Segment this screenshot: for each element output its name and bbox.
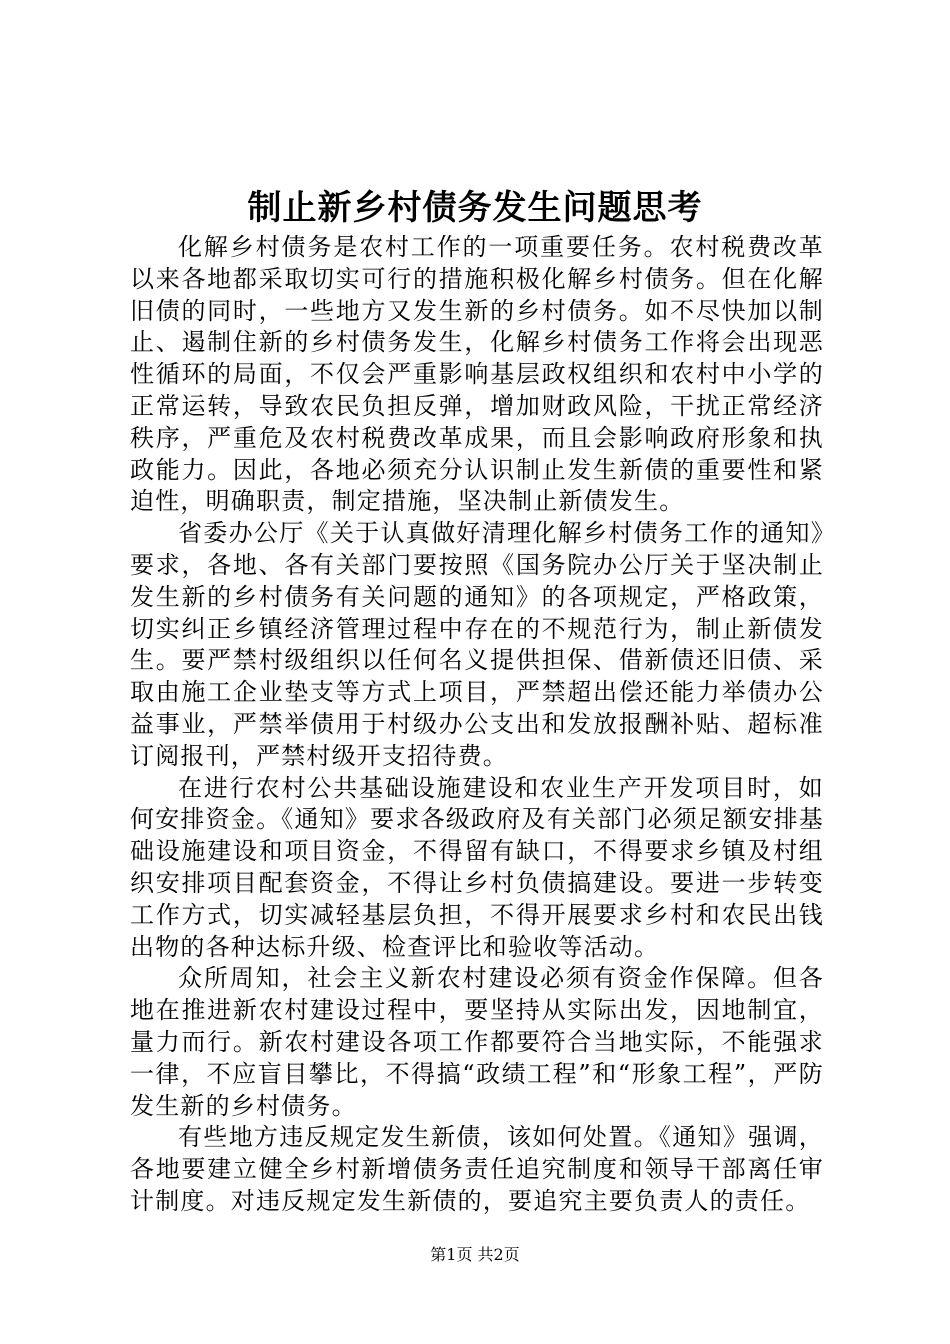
paragraph: 众所周知，社会主义新农村建设必须有资金作保障。但各地在推进新农村建设过程中，要坚持从实际出发，因地制宜，量力而行。新农村建设各项工作都要符合当地实际，不能强求一律，不应盲目攀比，不得搞“政绩工程”和“形象工程”，严防发生新的乡村债务。	[130, 964, 824, 1120]
paragraph: 省委办公厅《关于认真做好清理化解乡村债务工作的通知》要求，各地、各有关部门要按照《国务院办公厅关于坚决制止发生新的乡村债务有关问题的通知》的各项规定，严格政策，切实纠正乡镇经济管理过程中存在的不规范行为，制止新债发生。要严禁村级组织以任何名义提供担保、借新债还旧债、采取由施工企业垫支等方式上项目，严禁超出偿还能力举债办公益事业，严禁举债用于村级办公支出和发放报酬补贴、超标准订阅报刊，严禁村级开支招待费。	[130, 519, 824, 770]
paragraph: 化解乡村债务是农村工作的一项重要任务。农村税费改革以来各地都采取切实可行的措施积极化解乡村债务。但在化解旧债的同时，一些地方又发生新的乡村债务。如不尽快加以制止、遏制住新的乡村债务发生，化解乡村债务工作将会出现恶性循环的局面，不仅会严重影响基层政权组织和农村中小学的正常运转，导致农民负担反弹，增加财政风险，干扰正常经济秩序，严重危及农村税费改革成果，而且会影响政府形象和执政能力。因此，各地必须充分认识制止发生新债的重要性和紧迫性，明确职责，制定措施，坚决制止新债发生。	[130, 233, 824, 516]
paragraph: 有些地方违反规定发生新债，该如何处置。《通知》强调，各地要建立健全乡村新增债务责任追究制度和领导干部离任审计制度。对违反规定发生新债的，要追究主要负责人的责任。	[130, 1123, 824, 1215]
document-body	[130, 232, 824, 1218]
page-number-footer: 第1页 共2页	[430, 1245, 520, 1264]
page-title: 制止新乡村债务发生问题思考	[247, 188, 703, 228]
paragraph: 在进行农村公共基础设施建设和农业生产开发项目时，如何安排资金。《通知》要求各级政府及有关部门必须足额安排基础设施建设和项目资金，不得留有缺口，不得要求乡镇及村组织安排项目配套资金，不得让乡村负债搞建设。要进一步转变工作方式，切实减轻基层负担，不得开展要求乡村和农民出钱出物的各种达标升级、检查评比和验收等活动。	[130, 773, 824, 961]
